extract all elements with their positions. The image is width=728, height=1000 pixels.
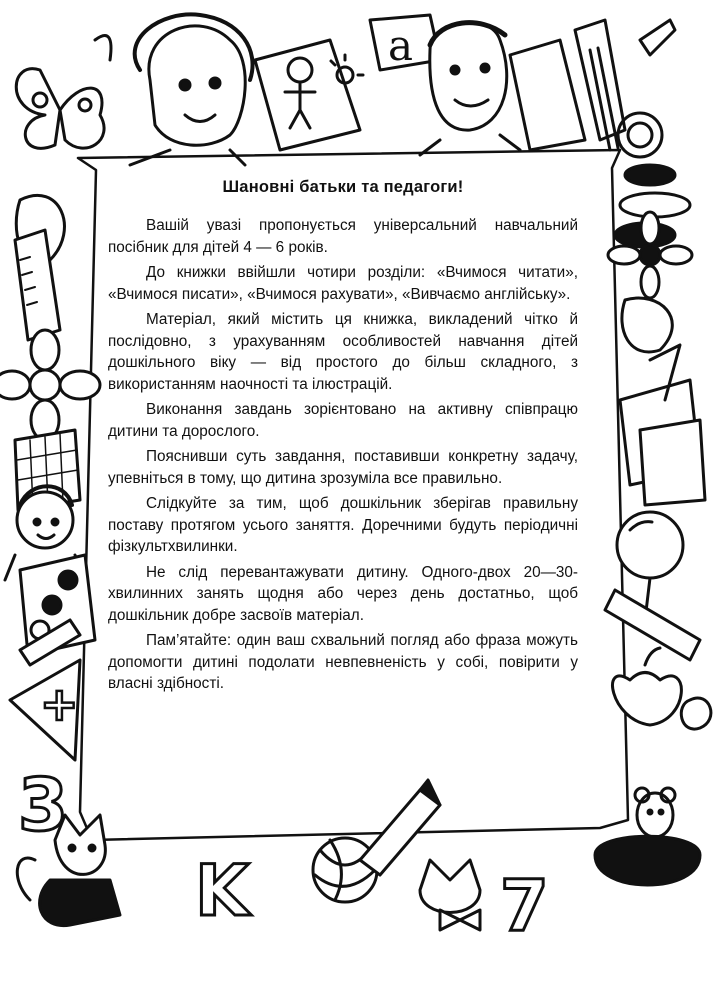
grid-card-right: [640, 420, 705, 505]
bowtie: [440, 910, 480, 930]
paragraph-3: Матеріал, який містить ця книжка, викладений чітко й послідовно, з урахуванням особливостей навчання дітей дошкільного віку — від простого до більш складного, з використанням наочності та ілюстрацій.: [108, 311, 578, 393]
question-mark: [95, 36, 111, 61]
cat-face-bottom: [420, 860, 480, 913]
paragraph-1: Вашій увазі пропонується універсальний навчальний посібник для дітей 4 — 6 років.: [108, 217, 578, 256]
flower-left: [0, 330, 100, 440]
mouse-illustration: [635, 788, 675, 837]
digit-3-decor: 3: [18, 763, 69, 847]
plus-decor: +: [40, 677, 79, 731]
daisy-right: [608, 212, 692, 298]
page-title: Шановні батьки та педагоги!: [222, 178, 464, 196]
flower-small-right: [681, 698, 711, 729]
pot-right: [595, 836, 700, 885]
paragraph-5: Пояснивши суть завдання, поставивши конкретну задачу, упевніться в тому, що дитина зрозуміла все правильно.: [108, 448, 578, 487]
pencil-right: [605, 590, 700, 660]
main-text-block: [108, 170, 578, 699]
paragraph-4: Виконання завдань зорієнтовано на активну співпрацю дитини та дорослого.: [108, 401, 578, 440]
man-illustration: [420, 22, 520, 155]
magnifier-right: [618, 113, 662, 157]
letter-a-decor: a: [388, 21, 414, 70]
child-drawing-sheet: [255, 40, 363, 150]
letter-k-decor: K: [195, 850, 250, 932]
paragraph-8: Пам’ятайте: один ваш схвальний погляд або фраза можуть допомогти дитині подолати невпевненість у собі, повірити у власні здібності.: [108, 632, 578, 692]
leaf-right: [622, 298, 672, 352]
butterfly-illustration: [16, 69, 104, 149]
yarn-ball-illustration: [313, 838, 377, 902]
digit-7-decor: 7: [500, 865, 549, 947]
woman-illustration: [130, 14, 253, 165]
paragraph-2: До книжки ввійшли чотири розділи: «Вчимося читати», «Вчимося писати», «Вчимося рахувати», «Вивчаємо англійську».: [108, 264, 578, 303]
apple-right: [613, 673, 682, 726]
paragraph-6: Слідкуйте за тим, щоб дошкільник зберігав правильну поставу протягом усього заняття. Доречними будуть періодичні фізкультхвилинки.: [108, 495, 578, 555]
paragraph-7: Не слід перевантажувати дитину. Одного-двох 20—30-хвилинних занять щодня або через день достатньо, щоб дошкільник добре засвоїв матеріал.: [108, 563, 578, 624]
